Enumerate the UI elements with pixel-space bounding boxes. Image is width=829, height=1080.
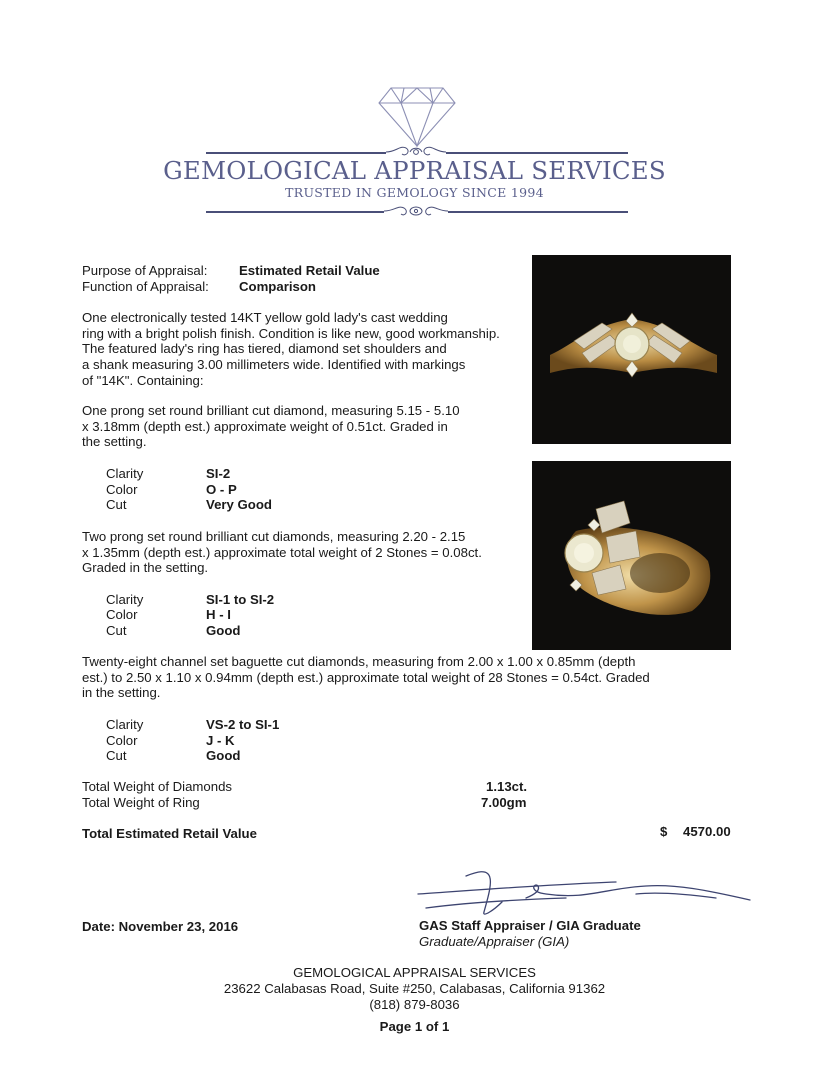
header-rule-top xyxy=(206,152,386,154)
appraiser-signature xyxy=(416,864,752,920)
grade-label: Cut xyxy=(106,748,127,763)
grade-label: Cut xyxy=(106,497,127,512)
header-rule-top-right xyxy=(446,152,628,154)
description-line: est.) to 2.50 x 1.10 x 0.94mm (depth est.) approximate total weight of 28 Stones = 0.54ct. Graded xyxy=(82,669,650,685)
purpose-label: Purpose of Appraisal: xyxy=(82,263,208,278)
description-line: Graded in the setting. xyxy=(82,560,209,576)
stone-group-3-description xyxy=(82,654,650,701)
company-tagline: TRUSTED IN GEMOLOGY SINCE 1994 xyxy=(285,185,544,200)
grade-value: Good xyxy=(206,748,241,763)
grade-value: SI-1 to SI-2 xyxy=(206,592,275,607)
total-retail-value-label: Total Estimated Retail Value xyxy=(82,826,257,841)
footer-phone: (818) 879-8036 xyxy=(369,997,460,1012)
grade-value: SI-2 xyxy=(206,466,231,481)
description-line: the setting. xyxy=(82,434,147,450)
description-line: of "14K". Containing: xyxy=(82,372,204,388)
description-line: x 3.18mm (depth est.) approximate weight of 0.51ct. Graded in xyxy=(82,418,448,434)
stone-group-2-description xyxy=(82,529,482,576)
function-value: Comparison xyxy=(239,279,316,294)
grade-value: H - I xyxy=(206,607,231,622)
grade-value: Very Good xyxy=(206,497,272,512)
description-line: x 1.35mm (depth est.) approximate total weight of 2 Stones = 0.08ct. xyxy=(82,544,482,560)
grade-label: Color xyxy=(106,607,138,622)
company-name: GEMOLOGICAL APPRAISAL SERVICES xyxy=(163,156,666,185)
description-line: The featured lady's ring has tiered, diamond set shoulders and xyxy=(82,341,447,357)
ring-angled-view-image xyxy=(532,461,731,650)
footer-company: GEMOLOGICAL APPRAISAL SERVICES xyxy=(293,965,536,980)
total-retail-value: 4570.00 xyxy=(683,824,731,839)
description-line: Twenty-eight channel set baguette cut diamonds, measuring from 2.00 x 1.00 x 0.85mm (depth xyxy=(82,654,636,669)
grade-value: J - K xyxy=(206,733,235,748)
description-line: a shank measuring 3.00 millimeters wide. Identified with markings xyxy=(82,357,466,373)
total-ring-weight-label: Total Weight of Ring xyxy=(82,795,200,810)
function-label: Function of Appraisal: xyxy=(82,279,209,294)
purpose-value: Estimated Retail Value xyxy=(239,263,380,278)
ring-top-view-photo xyxy=(532,255,731,444)
footer-address: 23622 Calabasas Road, Suite #250, Calabasas, California 91362 xyxy=(223,981,606,996)
currency-symbol: $ xyxy=(660,824,668,839)
grade-label: Clarity xyxy=(106,466,144,481)
appraiser-subtitle: Graduate/Appraiser (GIA) xyxy=(419,934,570,949)
grade-value: VS-2 to SI-1 xyxy=(206,717,280,732)
ring-top-view-image xyxy=(532,255,731,444)
ring-angled-view-photo xyxy=(532,461,731,650)
flourish-bottom-icon xyxy=(384,202,448,222)
description-line: Two prong set round brilliant cut diamonds, measuring 2.20 - 2.15 xyxy=(82,529,466,544)
description-line: One electronically tested 14KT yellow gold lady's cast wedding xyxy=(82,310,448,325)
ring-description xyxy=(82,310,500,389)
grade-value: Good xyxy=(206,623,241,638)
grade-label: Clarity xyxy=(106,592,144,607)
description-line: in the setting. xyxy=(82,685,161,701)
grade-label: Cut xyxy=(106,623,127,638)
description-line: One prong set round brilliant cut diamond, measuring 5.15 - 5.10 xyxy=(82,403,460,418)
diamond-outline-icon xyxy=(377,86,457,148)
signature-date: Date: November 23, 2016 xyxy=(82,919,239,934)
grade-value: O - P xyxy=(206,482,237,497)
total-ring-weight-value: 7.00gm xyxy=(481,795,527,810)
grade-label: Clarity xyxy=(106,717,144,732)
header-rule-bottom xyxy=(206,211,384,213)
stone-group-1-description xyxy=(82,403,460,450)
appraiser-title: GAS Staff Appraiser / GIA Graduate xyxy=(419,918,641,933)
total-diamond-weight-value: 1.13ct. xyxy=(486,779,528,794)
grade-label: Color xyxy=(106,733,138,748)
page-number: Page 1 of 1 xyxy=(379,1019,450,1034)
total-diamond-weight-label: Total Weight of Diamonds xyxy=(82,779,233,794)
header-rule-bottom-right xyxy=(448,211,628,213)
description-line: ring with a bright polish finish. Condition is like new, good workmanship. xyxy=(82,325,500,341)
grade-label: Color xyxy=(106,482,138,497)
